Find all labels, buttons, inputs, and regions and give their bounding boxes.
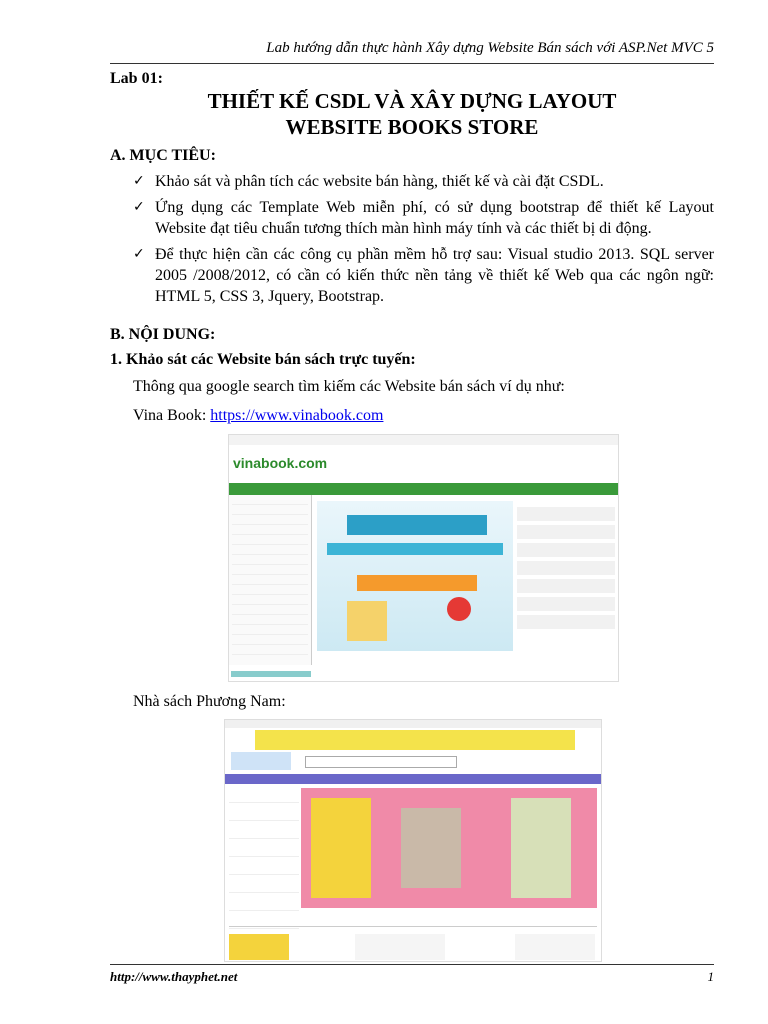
phuongnam-category-list (229, 788, 299, 928)
vinabook-nav (229, 483, 618, 495)
vinabook-banner (317, 501, 513, 651)
phuongnam-nav (225, 774, 601, 784)
phuongnam-bottom-row (225, 934, 601, 960)
vinabook-footer-link (231, 671, 311, 677)
vinabook-topbar (229, 435, 618, 445)
objective-item: ✓ Khảo sát và phân tích các website bán hàng, thiết kế và cài đặt CSDL. (133, 173, 604, 190)
objective-item: ✓ Ứng dụng các Template Web miễn phí, có sử dụng bootstrap để thiết kế Layout Website đạt tiêu chuẩn tương thích màn hình máy tính và các thiết bị di động. (133, 199, 714, 237)
phuongnam-subheader (229, 918, 597, 927)
section-1-intro: Thông qua google search tìm kiếm các Website bán sách ví dụ như: (133, 378, 565, 395)
page-header: Lab hướng dẫn thực hành Xây dựng Website Bán sách với ASP.Net MVC 5 (110, 40, 714, 64)
check-icon: ✓ (133, 199, 145, 215)
check-icon: ✓ (133, 246, 145, 262)
vinabook-link[interactable]: https://www.vinabook.com (210, 407, 384, 424)
phuongnam-ad-banner (255, 730, 575, 750)
vinabook-screenshot (228, 434, 619, 682)
phuongnam-label: Nhà sách Phương Nam: (133, 693, 286, 710)
vinabook-side-list (517, 507, 615, 657)
section-a-heading: A. MỤC TIÊU: (110, 147, 216, 164)
phuongnam-topbar (225, 720, 601, 728)
lab-label: Lab 01: (110, 70, 163, 87)
vinabook-category-list (229, 495, 312, 665)
title-line-1: THIẾT KẾ CSDL VÀ XÂY DỰNG LAYOUT (207, 89, 617, 113)
section-1-heading: 1. Khảo sát các Website bán sách trực tuyến: (110, 351, 416, 368)
check-icon: ✓ (133, 173, 145, 189)
document-title (110, 88, 714, 140)
objectives-list (133, 171, 714, 312)
phuongnam-screenshot (224, 719, 602, 962)
phuongnam-logo (231, 752, 291, 770)
vinabook-label: Vina Book: (133, 407, 211, 424)
page-footer (110, 964, 714, 985)
section-b-heading: B. NỘI DUNG: (110, 326, 216, 343)
objective-item: ✓ Để thực hiện cần các công cụ phần mềm hỗ trợ sau: Visual studio 2013. SQL server 2005 /2008/2012, có cần có kiến thức nền tảng về thiết kế Web qua các ngôn ngữ: HTML 5, CSS 3, Jquery, Bootstrap. (133, 246, 714, 305)
phuongnam-search (305, 756, 457, 768)
footer-url: http://www.thayphet.net (110, 969, 238, 984)
vinabook-line (133, 407, 383, 425)
vinabook-header (229, 445, 618, 483)
title-line-2: WEBSITE BOOKS STORE (285, 115, 539, 139)
vinabook-logo: vinabook.com (233, 455, 328, 471)
page-number: 1 (707, 969, 714, 984)
phuongnam-banner (301, 788, 597, 908)
